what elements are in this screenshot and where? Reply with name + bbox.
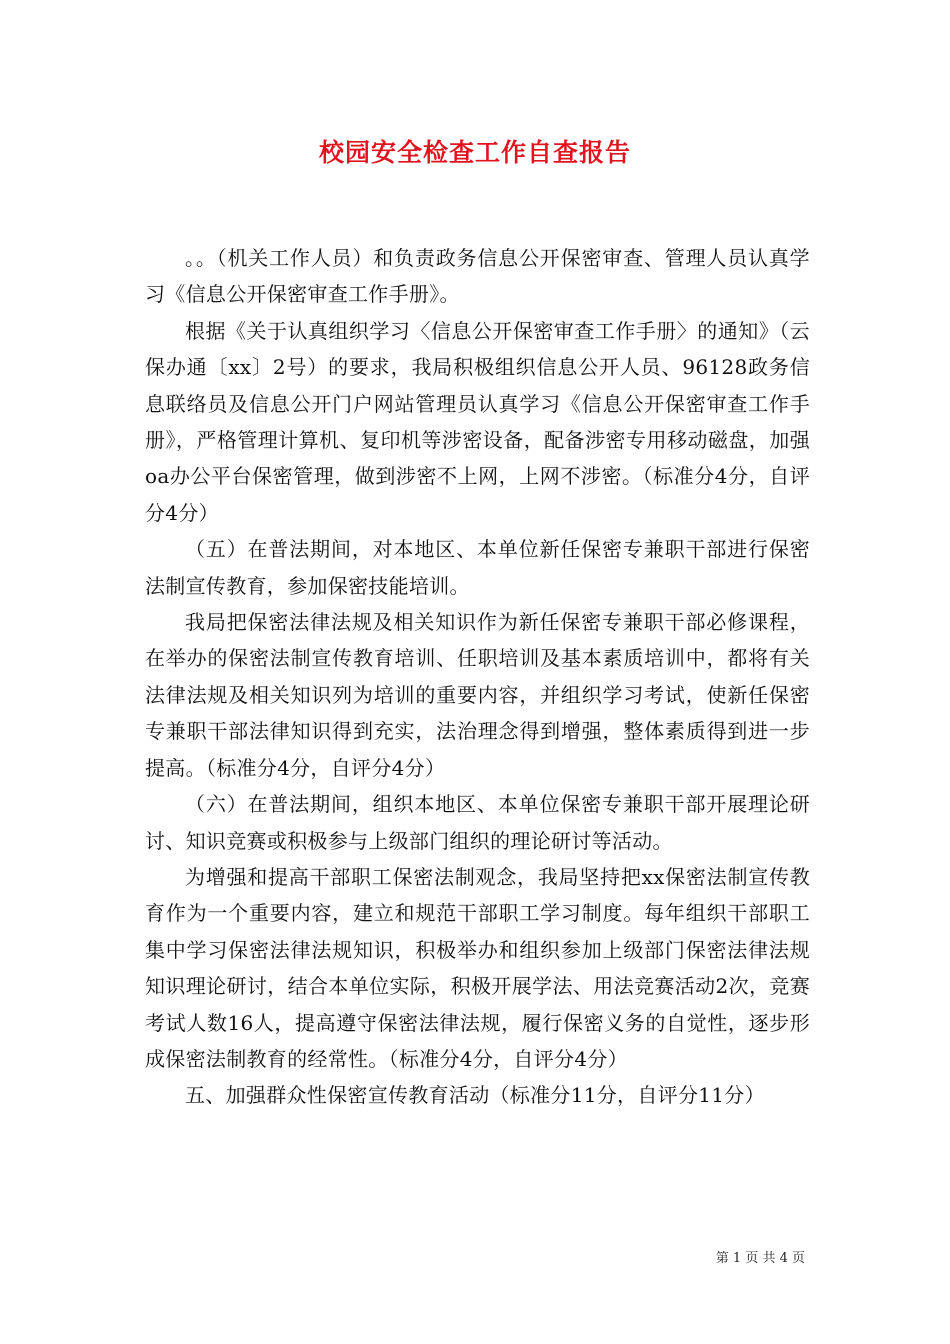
paragraph-4: 我局把保密法律法规及相关知识作为新任保密专兼职干部必修课程，在举办的保密法制宣传教育培训、任职培训及基本素质培训中，都将有关法律法规及相关知识列为培训的重要内容，并组织学习考试，使新任保密专兼职干部法律知识得到充实，法治理念得到增强，整体素质得到进一步提高。（标准分4分，自评分4分） bbox=[145, 610, 810, 780]
paragraph-6: 为增强和提高干部职工保密法制观念，我局坚持把xx保密法制宣传教育作为一个重要内容，建立和规范干部职工学习制度。每年组织干部职工集中学习保密法律法规知识，积极举办和组织参加上级部门保密法律法规知识理论研讨，结合本单位实际，积极开展学法、用法竞赛活动2次，竞赛考试人数16人，提高遵守保密法律法规，履行保密义务的自觉性，逐步形成保密法制教育的经常性。（标准分4分，自评分4分） bbox=[145, 864, 810, 1071]
paragraph-5: （六）在普法期间，组织本地区、本单位保密专兼职干部开展理论研讨、知识竞赛或积极参与上级部门组织的理论研讨等活动。 bbox=[145, 792, 810, 853]
page-number: 第 1 页 共 4 页 bbox=[715, 1251, 805, 1266]
document-title: 校园安全检查工作自查报告 bbox=[318, 138, 631, 167]
paragraph-3: （五）在普法期间，对本地区、本单位新任保密专兼职干部进行保密法制宣传教育，参加保密技能培训。 bbox=[145, 537, 810, 598]
paragraph-7: 五、加强群众性保密宣传教育活动（标准分11分，自评分11分） bbox=[185, 1083, 765, 1108]
paragraph-2: 根据《关于认真组织学习〈信息公开保密审查工作手册〉的通知》（云保办通〔xx〕2号）的要求，我局积极组织信息公开人员、96128政务信息联络员及信息公开门户网站管理员认真学习《信息公开保密审查工作手册》，严格管理计算机、复印机等涉密设备，配备涉密专用移动磁盘，加强oa办公平台保密管理，做到涉密不上网，上网不涉密。（标准分4分，自评分4分） bbox=[145, 318, 810, 525]
paragraph-1: 。。（机关工作人员）和负责政务信息公开保密审查、管理人员认真学习《信息公开保密审查工作手册》。 bbox=[145, 246, 810, 307]
document-body bbox=[145, 240, 810, 1114]
